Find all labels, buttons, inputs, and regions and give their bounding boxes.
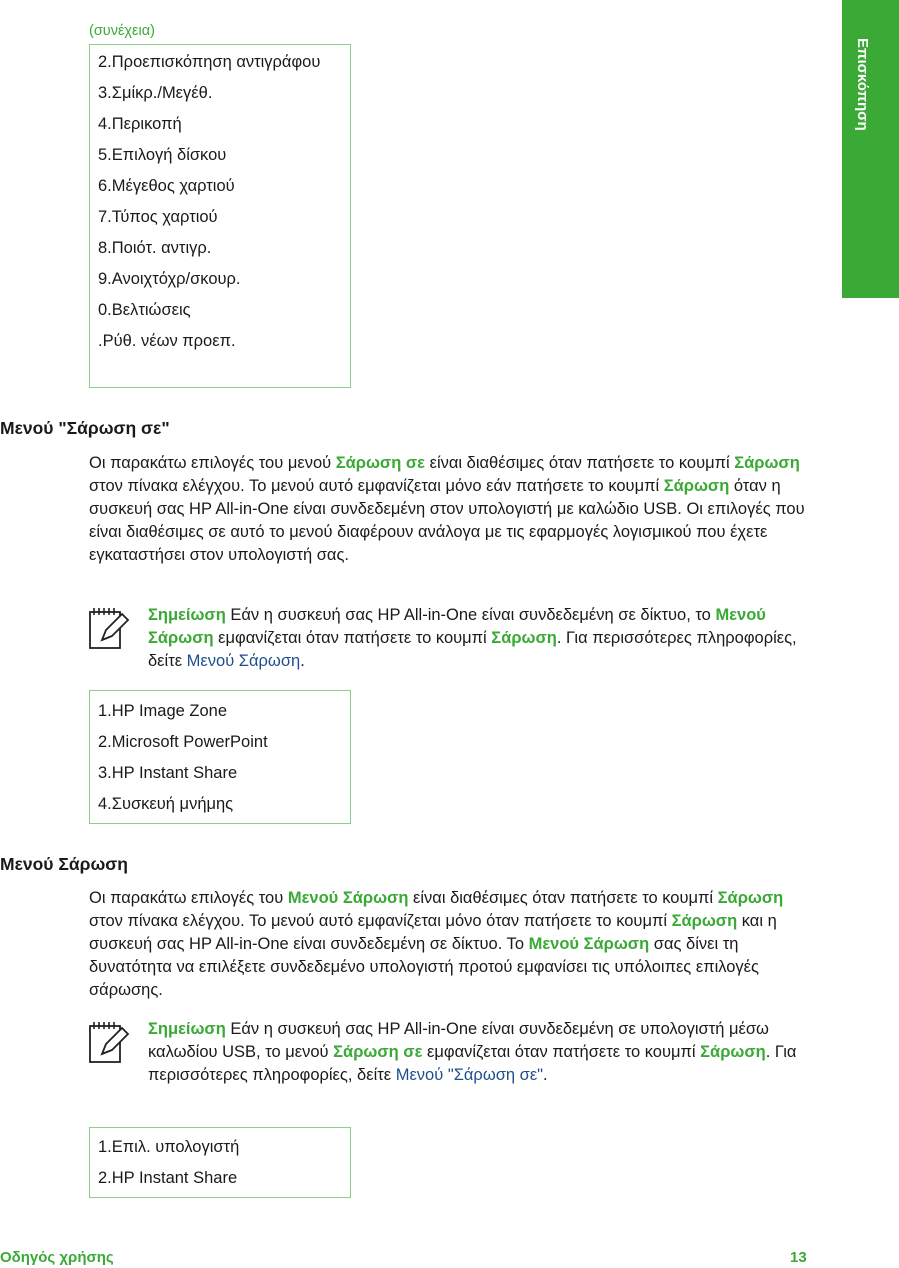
menu-item: 3.Σμίκρ./Μεγέθ. [98, 84, 213, 102]
section-title-scan-menu: Μενού Σάρωση [0, 854, 128, 874]
menu-item: 8.Ποιότ. αντιγρ. [98, 239, 212, 257]
continued-label: (συνέχεια) [89, 23, 155, 39]
scan-to-paragraph: Οι παρακάτω επιλογές του μενού Σάρωση σε είναι διαθέσιμες όταν πατήσετε το κουμπί Σάρωση στον πίνακα ελέγχου. Το μενού αυτό εμφανίζεται μόνο εάν πατήσετε το κουμπί Σάρωση όταν η συσκευή σας HP All-in-One είναι συνδεδεμένη στον υπολογιστή με καλώδιο USB. Οι επιλογές που είναι διαθέσιμες σε αυτό το μενού διαφέρουν ανάλογα με τις εφαρμογές λογισμικού που έχετε εγκαταστήσει στον υπολογιστή σας. [89, 454, 805, 564]
page-number: 13 [790, 1249, 807, 1266]
menu-item: .Ρύθ. νέων προεπ. [98, 332, 236, 350]
menu-item: 4.Περικοπή [98, 115, 182, 133]
menu-item: 1.HP Image Zone [98, 702, 228, 720]
menu-item: 7.Τύπος χαρτιού [98, 208, 218, 226]
menu-item: 4.Συσκευή μνήμης [98, 795, 234, 813]
section-title-scan-to: Μενού "Σάρωση σε" [0, 418, 170, 438]
scan-to-menu-link[interactable]: Μενού "Σάρωση σε" [395, 1066, 544, 1084]
menu-item: 1.Επιλ. υπολογιστή [98, 1138, 240, 1156]
copy-menu-table [89, 44, 351, 388]
menu-item: 2.Προεπισκόπηση αντιγράφου [98, 53, 321, 71]
scan-menu-note: Σημείωση Εάν η συσκευή σας HP All-in-One είναι συνδεδεμένη σε υπολογιστή μέσω καλωδίου USB, το μενού Σάρωση σε εμφανίζεται όταν πατήσετε το κουμπί Σάρωση. Για περισσότερες πληροφορίες, δείτε Μενού "Σάρωση σε". [148, 1020, 797, 1084]
menu-item: 6.Μέγεθος χαρτιού [98, 177, 235, 195]
scan-menu-link[interactable]: Μενού Σάρωση [186, 652, 301, 670]
menu-item: 0.Βελτιώσεις [98, 301, 191, 319]
side-section-tab [842, 0, 899, 298]
note-icon [88, 1020, 132, 1064]
menu-item: 5.Επιλογή δίσκου [98, 146, 227, 164]
menu-item: 9.Ανοιχτόχρ/σκουρ. [98, 270, 241, 288]
menu-item: 3.HP Instant Share [98, 764, 238, 782]
menu-item: 2.HP Instant Share [98, 1169, 238, 1187]
menu-item: 2.Microsoft PowerPoint [98, 733, 268, 751]
scan-menu-paragraph: Οι παρακάτω επιλογές του Μενού Σάρωση είναι διαθέσιμες όταν πατήσετε το κουμπί Σάρωση στον πίνακα ελέγχου. Το μενού αυτό εμφανίζεται μόνο όταν πατήσετε το κουμπί Σάρωση και η συσκευή σας HP All-in-One είναι συνδεδεμένη σε δίκτυο. Το Μενού Σάρωση σας δίνει τη δυνατότητα να επιλέξετε συνδεδεμένο υπολογιστή προτού εμφανίσει τις υπόλοιπες επιλογές σάρωσης. [89, 889, 784, 999]
scan-to-note: Σημείωση Εάν η συσκευή σας HP All-in-One είναι συνδεδεμένη σε δίκτυο, το Μενού Σάρωση εμφανίζεται όταν πατήσετε το κουμπί Σάρωση. Για περισσότερες πληροφορίες, δείτε Μενού Σάρωση. [148, 606, 797, 670]
footer-guide-title: Οδηγός χρήσης [0, 1249, 114, 1266]
side-tab-label: Επισκόπηση [853, 38, 871, 131]
scan-menu-table [89, 1127, 351, 1198]
scan-to-menu-table [89, 690, 351, 824]
note-icon [88, 606, 132, 650]
